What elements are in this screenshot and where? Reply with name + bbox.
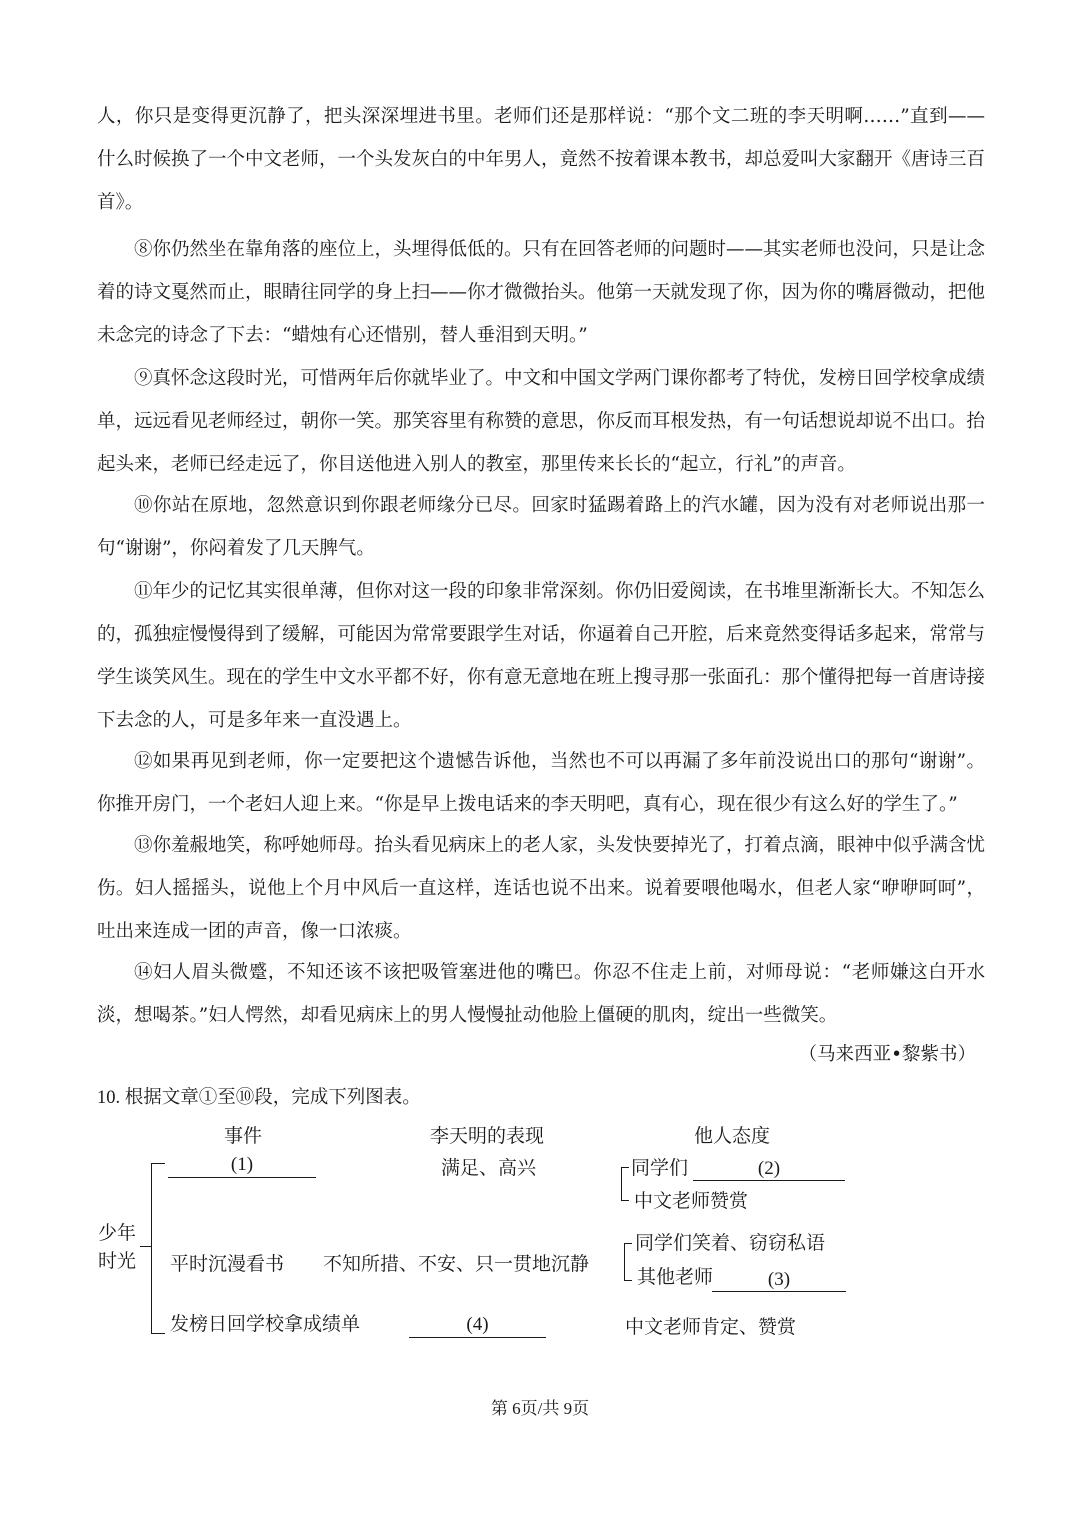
main-bracket-bottom <box>151 1333 165 1334</box>
row2-bracket <box>624 1243 625 1281</box>
paragraph-10: ⑩你站在原地，忽然意识到你跟老师缘分已尽。回家时猛踢着路上的汽水罐，因为没有对老师说出那一句“谢谢”，你闷着发了几天脾气。 <box>97 495 985 559</box>
label-youth-line2: 时光 <box>98 1251 137 1272</box>
blank-4-label: (4) <box>466 1314 489 1335</box>
row2-bracket-top <box>624 1243 632 1244</box>
row3-attitude: 中文老师肯定、赞赏 <box>625 1317 797 1338</box>
paragraph-12: ⑫如果再见到老师，你一定要把这个遗憾告诉他，当然也不可以再漏了多年前没说出口的那句“谢谢”。你推开房门，一个老妇人迎上来。“你是早上拨电话来的李天明吧，真有心，现在很少有这么好的学生了。” <box>97 751 985 815</box>
paragraph-9: ⑨真怀念这段时光，可惜两年后你就毕业了。中文和中国文学两门课你都考了特优，发榜日回学校拿成绩单，远远看见老师经过，朝你一笑。那笑容里有称赞的意思，你反而耳根发热，有一句话想说却说不出口。抬起头来，老师已经走远了，你目送他进入别人的教室，那里传来长长的“起立，行礼”的声音。 <box>97 368 986 475</box>
row1-bracket-top <box>621 1167 629 1168</box>
label-youth-line1: 少年 <box>98 1223 137 1244</box>
blank-2-label: (2) <box>757 1158 781 1179</box>
row1-performance: 满足、高兴 <box>441 1158 537 1179</box>
row2-attitude-classmates: 同学们笑着、窃窃私语 <box>635 1233 826 1254</box>
page-number: 第 6页/共 9页 <box>490 1399 590 1418</box>
paragraph-8: ⑧你仍然坐在靠角落的座位上，头埋得低低的。只有在回答老师的问题时——其实老师也没问，只是让念着的诗文戛然而止，眼睛往同学的身上扫——你才微微抬头。他第一天就发现了你，因为你的嘴唇微动，把他未念完的诗念了下去：“蜡烛有心还惜别，替人垂泪到天明。” <box>97 239 986 346</box>
row2-event: 平时沉漫看书 <box>170 1254 285 1275</box>
blank-2[interactable] <box>693 1180 845 1181</box>
source-attribution: （马来西亚•黎紫书） <box>798 1044 976 1065</box>
blank-3-label: (3) <box>767 1269 791 1290</box>
row1-attitude-classmates: 同学们 <box>631 1158 689 1179</box>
main-bracket-top <box>151 1163 165 1164</box>
header-event: 事件 <box>224 1126 263 1147</box>
row2-bracket-bottom <box>624 1280 632 1281</box>
row1-bracket-bottom <box>621 1200 629 1201</box>
row1-bracket <box>621 1167 622 1201</box>
paragraph-14: ⑭妇人眉头微蹙，不知还该不该把吸管塞进他的嘴巴。你忍不住走上前，对师母说：“老师嫌这白开水淡，想喝茶。”妇人愕然，却看见病床上的男人慢慢扯动他脸上僵硬的肌肉，绽出一些微笑。 <box>97 962 985 1026</box>
paragraph-continued: 人，你只是变得更沉静了，把头深深埋进书里。老师们还是那样说：“那个文二班的李天明啊……”直到——什么时候换了一个中文老师，一个头发灰白的中年男人，竟然不按着课本教书，却总爱叫大家翻开《唐诗三百首》。 <box>97 106 986 213</box>
main-bracket <box>151 1163 152 1334</box>
blank-1-label: (1) <box>230 1154 254 1175</box>
row2-attitude-others: 其他老师 <box>637 1267 714 1288</box>
row1-attitude-teacher: 中文老师赞赏 <box>634 1191 749 1212</box>
question-10: 10. 根据文章①至⑩段，完成下列图表。 <box>97 1088 421 1108</box>
paragraph-11: ⑪年少的记忆其实很单薄，但你对这一段的印象非常深刻。你仍旧爱阅读，在书堆里渐渐长大。不知怎么的，孤独症慢慢得到了缓解，可能因为常常要跟学生对话，你逼着自己开腔，后来竟然变得话多起来，常常与学生谈笑风生。现在的学生中文水平都不好，你有意无意地在班上搜寻那一张面孔：那个懂得把每一首唐诗接下去念的人，可是多年来一直没遇上。 <box>97 581 986 731</box>
header-attitude: 他人态度 <box>694 1126 771 1147</box>
row3-event: 发榜日回学校拿成绩单 <box>170 1314 361 1335</box>
blank-4[interactable] <box>409 1337 546 1338</box>
blank-3[interactable] <box>712 1291 846 1292</box>
header-performance: 李天明的表现 <box>430 1126 545 1147</box>
paragraph-13: ⑬你羞赧地笑，称呼她师母。抬头看见病床上的老人家，头发快要掉光了，打着点滴，眼神中似乎满含忧伤。妇人摇摇头，说他上个月中风后一直这样，连话也说不出来。说着要喂他喝水，但老人家“咿咿呵呵”，吐出来连成一团的声音，像一口浓痰。 <box>97 835 986 942</box>
row2-performance: 不知所措、不安、只一贯地沉静 <box>323 1254 590 1275</box>
blank-1[interactable] <box>168 1177 316 1178</box>
